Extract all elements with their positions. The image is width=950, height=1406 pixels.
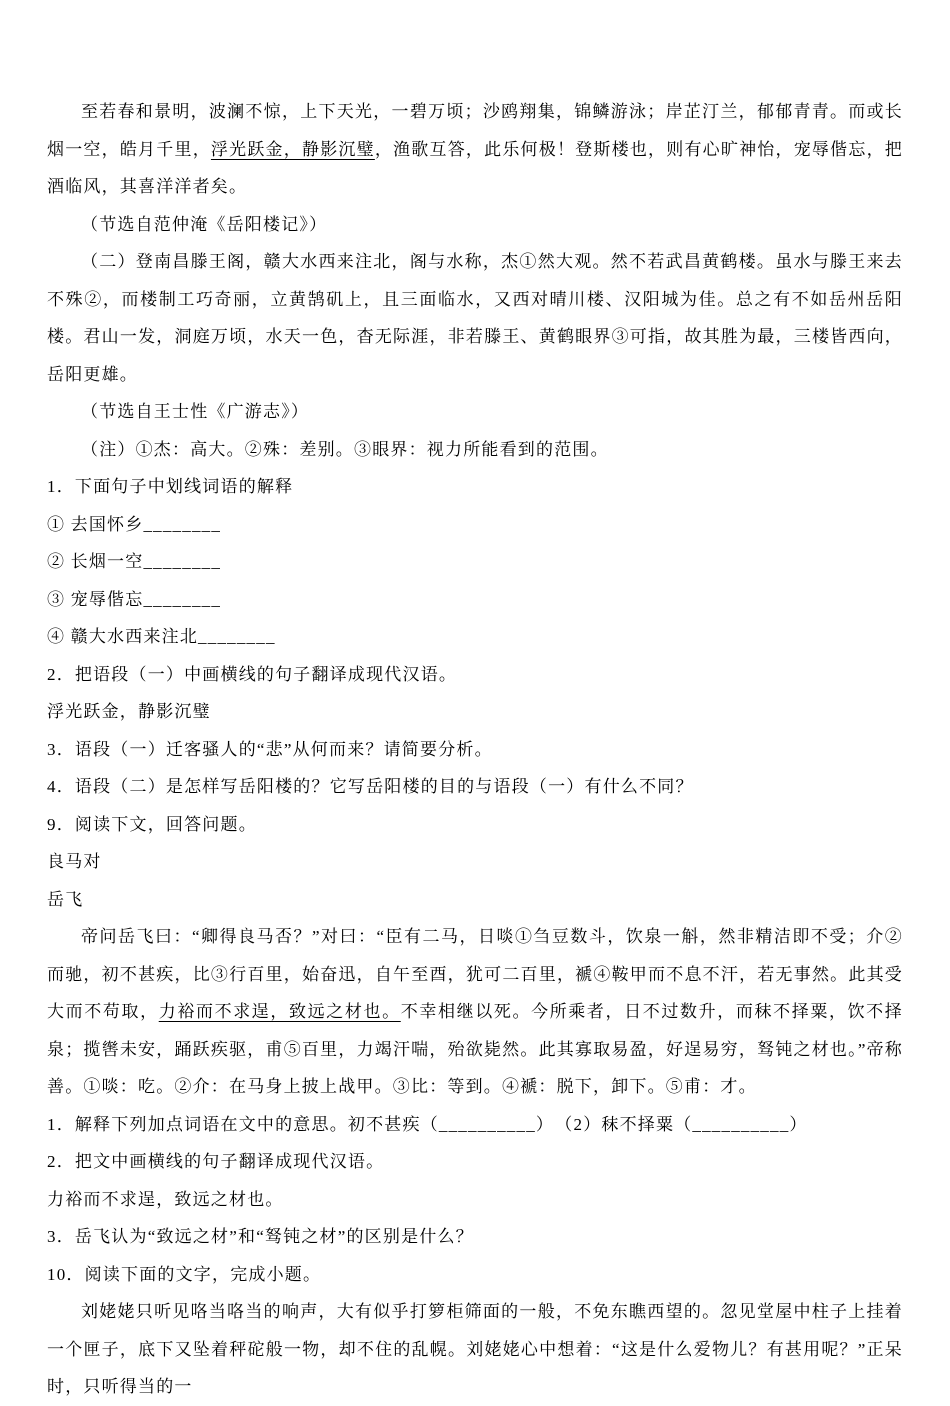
text-segment: 9．阅读下文，回答问题。 [47, 814, 257, 834]
passage-four-liulaolao [47, 1293, 903, 1406]
text-segment: 10．阅读下面的文字，完成小题。 [47, 1264, 322, 1284]
underlined-text-segment: 力裕而不求逞，致远之材也。 [158, 1002, 401, 1021]
passage-three-liangmadui [47, 918, 903, 1106]
text-segment: 良马对 [47, 852, 102, 871]
question-9 [47, 806, 903, 844]
question-1 [47, 468, 903, 506]
text-segment: ② 长烟一空________ [47, 552, 222, 571]
text-segment: 至若春和景明，波澜不惊，上下天光，一碧万顷；沙鸥翔集，锦鳞游泳；岸芷汀兰，郁郁青青。而或长烟一空，皓月千里， [47, 102, 903, 159]
passage-two-guangyouzhi [47, 243, 903, 393]
text-segment: 2．把文中画横线的句子翻译成现代汉语。 [47, 1152, 385, 1171]
text-segment: （节选自范仲淹《岳阳楼记》） [81, 214, 328, 234]
question-9-2 [47, 1143, 903, 1181]
blank-item-1 [47, 506, 903, 544]
source-note-yueyanglou [47, 206, 903, 244]
underlined-text-segment: 浮光跃金，静影沉璧 [210, 139, 375, 159]
sentence-to-translate-1 [47, 693, 903, 731]
text-segment: （节选自王士性《广游志》） [81, 402, 310, 421]
text-segment: 4．语段（二）是怎样写岳阳楼的？它写岳阳楼的目的与语段（一）有什么不同？ [47, 777, 694, 796]
question-2 [47, 656, 903, 694]
passage-author-yuefei [47, 881, 903, 919]
text-segment: ③ 宠辱偕忘________ [47, 589, 222, 609]
question-10 [47, 1256, 903, 1294]
document-body [47, 93, 903, 1406]
blank-item-4 [47, 618, 903, 656]
text-segment: 3．语段（一）迁客骚人的“悲”从何而来？请简要分析。 [47, 739, 493, 759]
text-segment: 3．岳飞认为“致远之材”和“驽钝之材”的区别是什么？ [47, 1227, 474, 1246]
text-segment: ，渔歌互答，此乐何极！登斯楼也，则有心旷神怡，宠辱偕忘，把酒临风，其喜洋洋者矣。 [47, 139, 903, 196]
question-3 [47, 731, 903, 769]
passage-title-liangmadui [47, 843, 903, 881]
question-9-1 [47, 1106, 903, 1144]
text-segment: 2．把语段（一）中画横线的句子翻译成现代汉语。 [47, 664, 458, 684]
text-segment: 浮光跃金，静影沉璧 [47, 702, 211, 721]
source-note-guangyouzhi [47, 393, 903, 431]
sentence-to-translate-2 [47, 1181, 903, 1219]
passage-one-yueyanglou [47, 93, 903, 206]
text-segment: 力裕而不求逞，致远之材也。 [47, 1189, 284, 1209]
text-segment: ① 去国怀乡________ [47, 514, 222, 534]
text-segment: ④ 赣大水西来注北________ [47, 627, 276, 646]
text-segment: 岳飞 [47, 889, 84, 909]
text-segment: （二）登南昌滕王阁，赣大水西来注北，阁与水称，杰①然大观。然不若武昌黄鹤楼。虽水与滕王来去不殊②，而楼制工巧奇丽，立黄鹄矶上，且三面临水，又西对晴川楼、汉阳城为佳。总之有不如岳州岳阳楼。君山一发，洞庭万顷，水天一色，杳无际涯，非若滕王、黄鹤眼界③可指，故其胜为最，三楼皆西向，岳阳更雄。 [47, 252, 903, 384]
blank-item-2 [47, 543, 903, 581]
annotation-notes-1 [47, 431, 903, 469]
text-segment: 1．解释下列加点词语在文中的意思。初不甚疾（__________） （2）秣不择粟（__________） [47, 1114, 808, 1134]
blank-item-3 [47, 581, 903, 619]
text-segment: 帝问岳飞曰：“卿得良马否？”对曰：“臣有二马，日啖①刍豆数斗，饮泉一斛，然非精洁即不受；介②而驰，初不甚疾，比③行百里，始奋迅，自午至酉，犹可二百里，褫④鞍甲而不息不汗，若无事然。此其受大而不苟取， [47, 927, 903, 1021]
text-segment: 1．下面句子中划线词语的解释 [47, 477, 294, 496]
question-4 [47, 768, 903, 806]
text-segment: 不幸相继以死。今所乘者，日不过数升，而秣不择粟，饮不择泉；揽辔未安，踊跃疾驱，甫⑤百里，力竭汗喘，殆欲毙然。此其寡取易盈，好逞易穷，驽钝之材也。”帝称善。①啖：吃。②介：在马身上披上战甲。③比：等到。④褫：脱下，卸下。⑤甫：才。 [47, 1002, 904, 1096]
question-9-3 [47, 1218, 903, 1256]
text-segment: 刘姥姥只听见咯当咯当的响声，大有似乎打箩柜筛面的一般，不免东瞧西望的。忽见堂屋中柱子上挂着一个匣子，底下又坠着秤砣般一物，却不住的乱幌。刘姥姥心中想着：“这是什么爱物儿？有甚用呢？”正呆时，只听得当的一 [47, 1302, 903, 1396]
text-segment: （注）①杰：高大。②殊：差别。③眼界：视力所能看到的范围。 [81, 439, 609, 459]
